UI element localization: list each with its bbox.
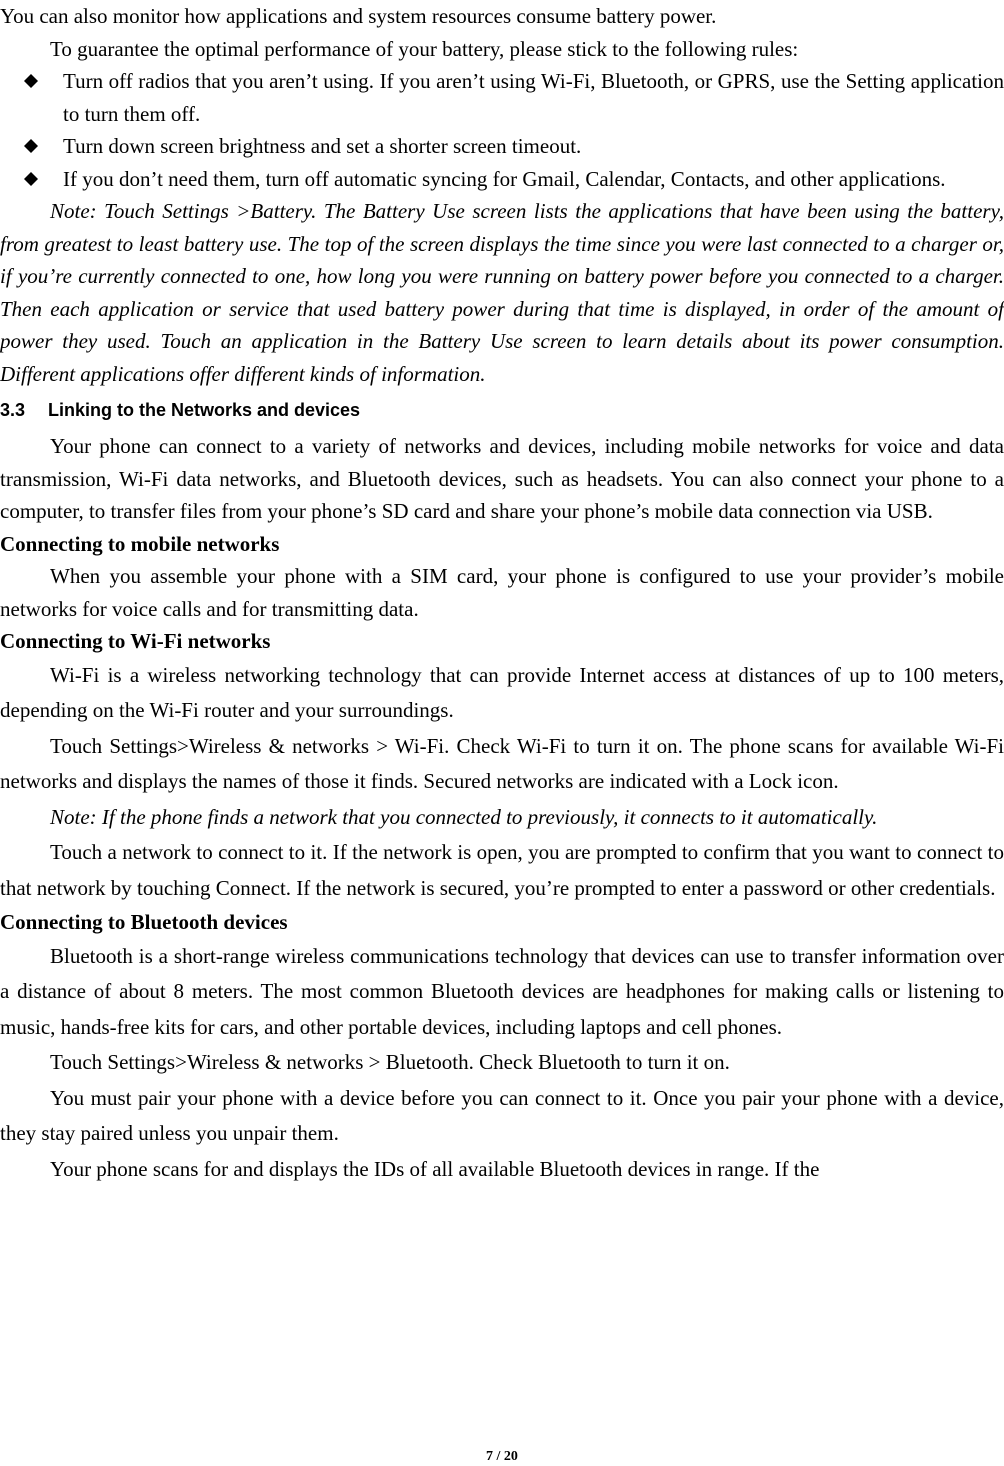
rules-intro: To guarantee the optimal performance of your battery, please stick to the following rules: (50, 36, 799, 61)
battery-rules-list (0, 65, 1004, 195)
diamond-bullet-icon (24, 74, 38, 88)
section-title: Linking to the Networks and devices (48, 400, 361, 420)
wifi-note: Note: If the phone finds a network that you connected to previously, it connects to it automatically. (50, 804, 878, 829)
list-item: Turn off radios that you aren’t using. If you aren’t using Wi-Fi, Bluetooth, or GPRS, use the Setting application to turn them off. (0, 65, 1004, 130)
intro-paragraph: You can also monitor how applications and system resources consume battery power. (0, 4, 717, 28)
wifi-paragraph-2: Touch Settings>Wireless & networks > Wi-Fi. Check Wi-Fi to turn it on. The phone scans for available Wi-Fi networks and displays the names of those it finds. Secured networks are indicated with a Lock icon. (0, 733, 1004, 793)
mobile-heading: Connecting to mobile networks (0, 531, 280, 556)
wifi-heading: Connecting to Wi-Fi networks (0, 629, 271, 653)
bluetooth-paragraph-3: You must pair your phone with a device before you can connect to it. Once you pair your phone with a device, they stay paired unless you unpair them. (0, 1085, 1004, 1145)
page-number: 7 / 20 (486, 1449, 518, 1464)
bluetooth-paragraph-4: Your phone scans for and displays the IDs of all available Bluetooth devices in range. If the (50, 1156, 820, 1181)
wifi-paragraph-3: Touch a network to connect to it. If the network is open, you are prompted to confirm that you want to connect to that network by touching Connect. If the network is secured, you’re prompted to enter a password or other credentials. (0, 840, 1004, 900)
mobile-text: When you assemble your phone with a SIM card, your phone is configured to use your provider’s mobile networks for voice calls and for transmitting data. (0, 564, 1004, 621)
bluetooth-heading: Connecting to Bluetooth devices (0, 910, 288, 934)
section-heading (0, 390, 1004, 430)
list-item: If you don’t need them, turn off automatic syncing for Gmail, Calendar, Contacts, and other applications. (0, 163, 1004, 196)
bluetooth-paragraph-1: Bluetooth is a short-range wireless communications technology that devices can use to transfer information over a distance of about 8 meters. The most common Bluetooth devices are headphones for making calls or listening to music, hands-free kits for cars, and other portable devices, including laptops and cell phones. (0, 943, 1004, 1039)
bluetooth-paragraph-2: Touch Settings>Wireless & networks > Bluetooth. Check Bluetooth to turn it on. (50, 1050, 730, 1074)
diamond-bullet-icon (24, 172, 38, 186)
section-intro: Your phone can connect to a variety of networks and devices, including mobile networks for voice and data transmission, Wi-Fi data networks, and Bluetooth devices, such as headsets. You can also connect your phone to a computer, to transfer files from your phone’s SD card and share your phone’s mobile data connection via USB. (0, 434, 1004, 523)
wifi-paragraph-1: Wi-Fi is a wireless networking technology that can provide Internet access at distances of up to 100 meters, depending on the Wi-Fi router and your surroundings. (0, 662, 1004, 722)
diamond-bullet-icon (24, 139, 38, 153)
section-number: 3.3 (0, 400, 26, 420)
list-item: Turn down screen brightness and set a shorter screen timeout. (0, 130, 1004, 163)
battery-note: Note: Touch Settings >Battery. The Battery Use screen lists the applications that have been using the battery, from greatest to least battery use. The top of the screen displays the time since you were last connected to a charger or, if you’re currently connected to one, how long you were running on battery power before you connected to a charger. Then each application or service that used battery power during that time is displayed, in order of the amount of power they used. Touch an application in the Battery Use screen to learn details about its power consumption. Different applications offer different kinds of information. (0, 199, 1004, 386)
